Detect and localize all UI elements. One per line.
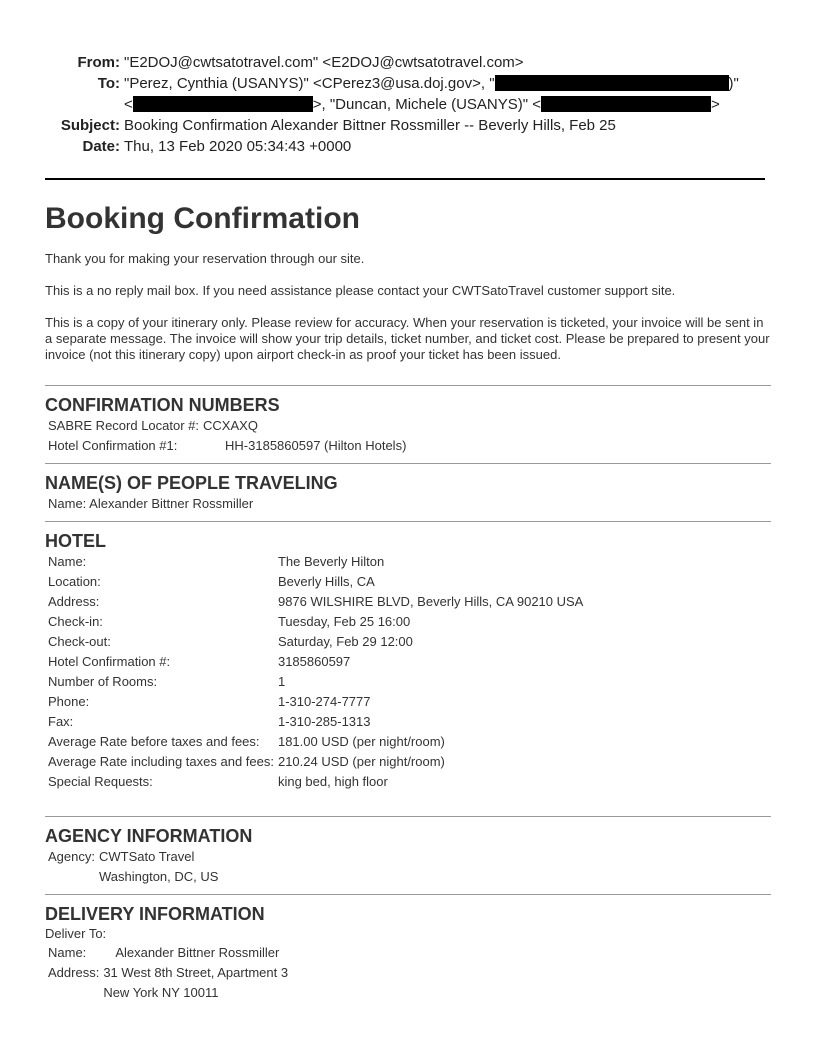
agency-table bbox=[46, 847, 220, 887]
hotel-field-label: Phone: bbox=[48, 694, 90, 709]
table-row bbox=[46, 963, 290, 983]
section-divider bbox=[45, 385, 771, 386]
confirmation-section bbox=[45, 394, 771, 456]
traveler-name: Name: Alexander Bittner Rossmiller bbox=[48, 496, 254, 511]
to-value-line2 bbox=[124, 94, 720, 115]
from-label: From: bbox=[77, 54, 120, 71]
hotel-field-label: Check-in: bbox=[48, 614, 103, 629]
section-divider bbox=[45, 521, 771, 522]
redaction-bar bbox=[495, 75, 729, 91]
hotel-field-value: 1-310-274-7777 bbox=[277, 694, 371, 709]
table-row bbox=[46, 572, 585, 592]
hotel-field-label: Average Rate before taxes and fees: bbox=[48, 734, 260, 749]
hotel-field-value: 1 bbox=[277, 674, 286, 689]
hotel-field-label: Number of Rooms: bbox=[48, 674, 158, 689]
table-row bbox=[46, 943, 290, 963]
hotel-field-label: Fax: bbox=[48, 714, 74, 729]
to-row bbox=[0, 73, 816, 94]
table-row bbox=[46, 752, 585, 772]
to-line2-suffix: > bbox=[711, 96, 720, 113]
sabre-label: SABRE Record Locator #: bbox=[48, 418, 200, 433]
to-label: To: bbox=[97, 75, 120, 92]
hotel-field-value: king bed, high floor bbox=[277, 774, 388, 789]
agency-section bbox=[45, 825, 771, 887]
date-value: Thu, 13 Feb 2020 05:34:43 +0000 bbox=[124, 138, 352, 155]
hotel-field-value: Beverly Hills, CA bbox=[277, 574, 375, 589]
deliver-to-label: Deliver To: bbox=[45, 926, 107, 941]
hotel-field-value: Tuesday, Feb 25 16:00 bbox=[277, 614, 411, 629]
intro-no-reply: This is a no reply mail box. If you need assistance please contact your CWTSatoTravel customer support site. bbox=[45, 283, 676, 298]
from-value: "E2DOJ@cwtsatotravel.com" <E2DOJ@cwtsatotravel.com> bbox=[124, 54, 524, 71]
delivery-name-label: Name: bbox=[48, 945, 87, 960]
table-row bbox=[46, 712, 585, 732]
hotel-field-label: Check-out: bbox=[48, 634, 111, 649]
table-row bbox=[46, 847, 220, 867]
hotel-field-value: Saturday, Feb 29 12:00 bbox=[277, 634, 413, 649]
hotel-field-value: 181.00 USD (per night/room) bbox=[277, 734, 445, 749]
delivery-name-value: Alexander Bittner Rossmiller bbox=[115, 945, 280, 960]
subject-label: Subject: bbox=[60, 117, 120, 134]
intro-thanks: Thank you for making your reservation through our site. bbox=[45, 251, 365, 266]
hotel-field-value: 9876 WILSHIRE BLVD, Beverly Hills, CA 90210 USA bbox=[277, 594, 584, 609]
agency-name: CWTSato Travel bbox=[98, 849, 195, 864]
email-header bbox=[0, 52, 816, 157]
subject-value: Booking Confirmation Alexander Bittner Rossmiller -- Beverly Hills, Feb 25 bbox=[124, 117, 616, 134]
from-row bbox=[0, 52, 816, 73]
hotel-field-value: 1-310-285-1313 bbox=[277, 714, 371, 729]
delivery-table bbox=[46, 943, 290, 1003]
email-body bbox=[45, 197, 771, 1003]
hotel-section bbox=[45, 530, 771, 792]
delivery-heading: DELIVERY INFORMATION bbox=[45, 904, 265, 924]
table-row bbox=[46, 983, 290, 1003]
hotel-field-label: Hotel Confirmation #: bbox=[48, 654, 171, 669]
table-row bbox=[46, 416, 408, 436]
to-prefix: "Perez, Cynthia (USANYS)" <CPerez3@usa.doj.gov>, " bbox=[124, 75, 495, 92]
table-row bbox=[46, 867, 220, 887]
hotel-confirmation-value: HH-3185860597 (Hilton Hotels) bbox=[225, 438, 407, 453]
travelers-section bbox=[45, 472, 771, 514]
subject-row bbox=[0, 115, 816, 136]
agency-location: Washington, DC, US bbox=[98, 869, 219, 884]
delivery-address-line2: New York NY 10011 bbox=[103, 985, 219, 1000]
section-divider bbox=[45, 463, 771, 464]
table-row bbox=[46, 772, 585, 792]
hotel-field-label: Name: bbox=[48, 554, 87, 569]
hotel-field-value: The Beverly Hilton bbox=[277, 554, 385, 569]
table-row bbox=[46, 612, 585, 632]
table-row bbox=[46, 652, 585, 672]
hotel-field-value: 210.24 USD (per night/room) bbox=[277, 754, 445, 769]
hotel-field-label: Average Rate including taxes and fees: bbox=[48, 754, 274, 769]
date-row bbox=[0, 136, 816, 157]
table-row bbox=[46, 672, 585, 692]
hotel-field-value: 3185860597 bbox=[277, 654, 351, 669]
agency-heading: AGENCY INFORMATION bbox=[45, 826, 253, 846]
agency-label: Agency: bbox=[48, 849, 95, 864]
table-row bbox=[46, 732, 585, 752]
table-row bbox=[46, 552, 585, 572]
delivery-section bbox=[45, 903, 771, 1003]
section-divider bbox=[45, 816, 771, 817]
hotel-field-label: Location: bbox=[48, 574, 101, 589]
redaction-bar bbox=[133, 96, 313, 112]
table-row bbox=[46, 632, 585, 652]
to-row-continued bbox=[0, 94, 816, 115]
travelers-heading: NAME(S) OF PEOPLE TRAVELING bbox=[45, 473, 338, 493]
redaction-bar bbox=[541, 96, 711, 112]
table-row bbox=[46, 692, 585, 712]
hotel-confirmation-label: Hotel Confirmation #1: bbox=[48, 438, 178, 453]
delivery-address-label: Address: bbox=[48, 965, 100, 980]
hotel-table bbox=[46, 552, 585, 792]
section-divider bbox=[45, 894, 771, 895]
sabre-value: CCXAXQ bbox=[203, 418, 258, 433]
to-value-line1 bbox=[124, 73, 739, 94]
hotel-heading: HOTEL bbox=[45, 531, 106, 551]
table-row bbox=[46, 592, 585, 612]
table-row bbox=[46, 436, 408, 456]
intro-itinerary-note: This is a copy of your itinerary only. Please review for accuracy. When your reservation is ticketed, your invoice will be sent in a separate message. The invoice will show your trip details, ticket number, and ticket cost. Please be prepared to present your invoice (not this itinerary copy) upon airport check-in as proof your ticket has been issued. bbox=[45, 315, 770, 362]
to-suffix: )" bbox=[728, 75, 739, 92]
confirmation-heading: CONFIRMATION NUMBERS bbox=[45, 395, 280, 415]
to-line2-middle: >, "Duncan, Michele (USANYS)" < bbox=[312, 96, 542, 113]
confirmation-table bbox=[46, 416, 408, 456]
date-label: Date: bbox=[82, 138, 120, 155]
page-title: Booking Confirmation bbox=[45, 202, 360, 235]
header-divider bbox=[45, 178, 765, 180]
hotel-field-label: Address: bbox=[48, 594, 100, 609]
to-line2-prefix: < bbox=[124, 96, 133, 113]
delivery-address-line1: 31 West 8th Street, Apartment 3 bbox=[103, 965, 289, 980]
hotel-field-label: Special Requests: bbox=[48, 774, 153, 789]
